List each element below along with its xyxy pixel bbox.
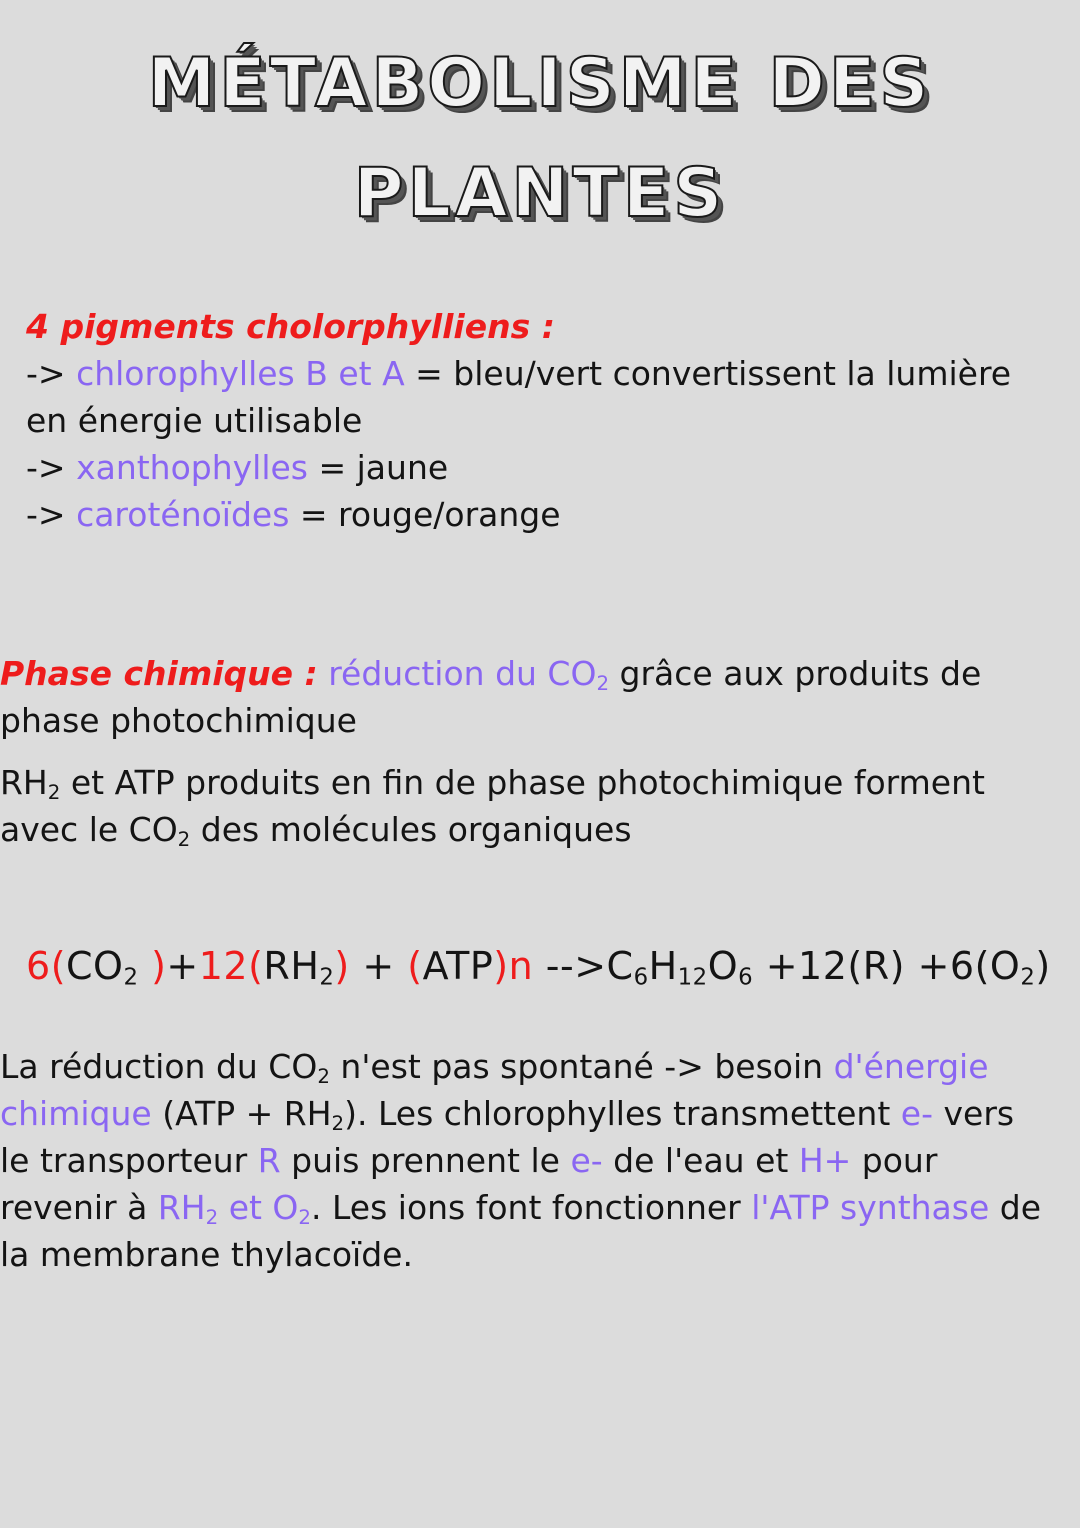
pigment-desc: = jaune: [318, 448, 449, 487]
pigment-name: chlorophylles B et A: [76, 354, 405, 393]
phase-section: [0, 650, 1075, 853]
pigment-desc: = bleu/vert convertissent la lumière: [415, 354, 1012, 393]
pigment-name: caroténoïdes: [76, 495, 290, 534]
phase-highlight: réduction du $CO_2$: [328, 654, 610, 695]
phase-text-cont: phase photochimique: [0, 701, 357, 740]
explanation-paragraph: La réduction du $CO_2$ n'est pas spontané -> besoin d'énergie chimique $(ATP + RH_2)$. Les chlorophylles transmettent e- vers le transporteur R puis prennent le e- de l'eau et H+ pour revenir à $RH_2$ et $O_2$. Les ions font fonctionner l'ATP synthase de la membrane thylacoïde.: [0, 1047, 1042, 1274]
arrow: ->: [26, 354, 66, 393]
phase-paragraph: $RH_2$ et ATP produits en fin de phase photochimique forment avec le $CO_2$ des molécules organiques: [0, 763, 985, 851]
pigments-heading: 4 pigments cholorphylliens :: [26, 307, 555, 346]
pigment-item-carotenoides: [26, 491, 1066, 538]
page-title-line1: MÉTABOLISME DES: [147, 44, 933, 123]
phase-line1: [0, 650, 1075, 697]
pigment-desc: = rouge/orange: [299, 495, 561, 534]
phase-text: grâce aux produits de: [619, 654, 982, 693]
arrow: ->: [26, 495, 66, 534]
page-title-line2: PLANTES: [353, 154, 727, 233]
phase-label: Phase chimique :: [0, 654, 318, 693]
pigment-item-xanthophylles: [26, 444, 1066, 491]
pigment-name: xanthophylles: [76, 448, 308, 487]
arrow: ->: [26, 448, 66, 487]
pigment-item-chlorophylles: [26, 350, 1066, 397]
pigment-desc-cont: en énergie utilisable: [26, 401, 363, 440]
equation: $6(CO_2$ )$+12(RH_2) + (ATP)n$ $-->C_6H_{12}O_6 +12(R) +6(O_2)$: [26, 944, 1051, 991]
pigments-section: [26, 303, 1066, 538]
